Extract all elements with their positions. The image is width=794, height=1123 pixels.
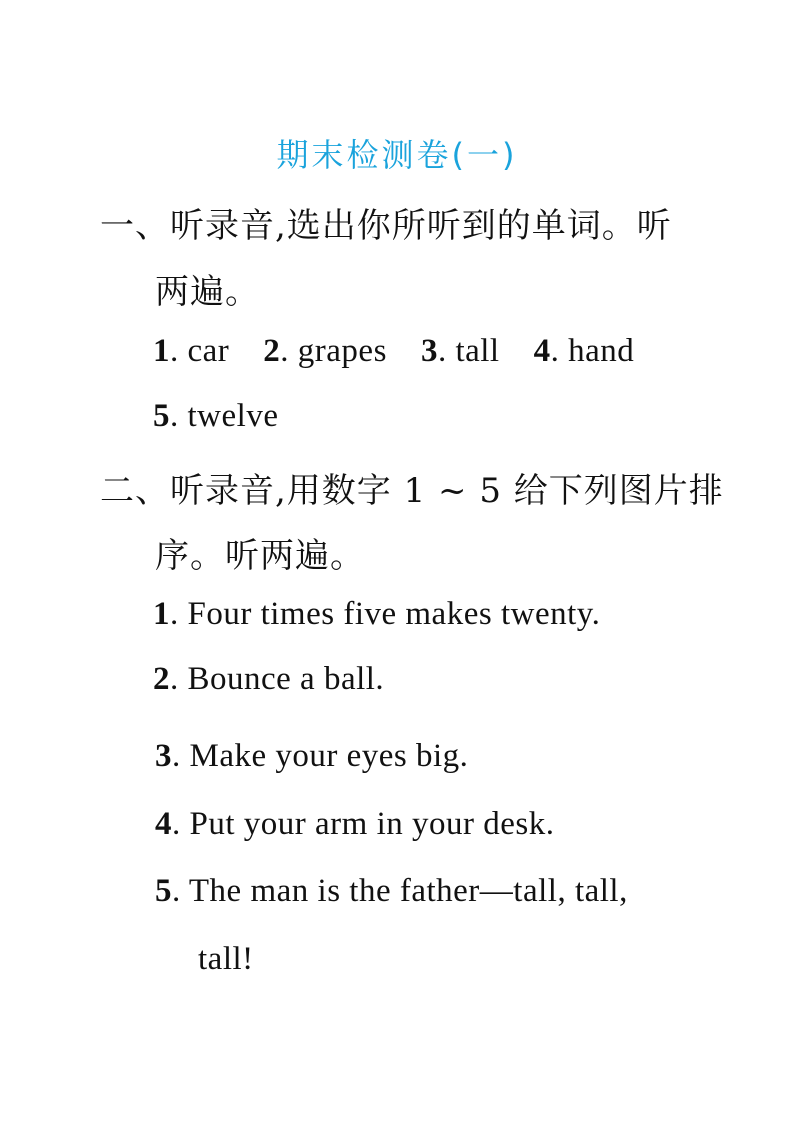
section2-heading-continued: 序。听两遍。 <box>155 536 365 576</box>
list-item: 3. tall <box>420 333 500 369</box>
list-item: 4. Put your arm in your desk. <box>155 806 555 842</box>
list-item: 1. car <box>153 333 230 369</box>
section1-heading-continued: 两遍。 <box>155 272 260 312</box>
list-item: 2. grapes <box>263 333 387 369</box>
list-item: 3. Make your eyes big. <box>155 738 469 774</box>
list-item: 5. The man is the father—tall, tall, <box>155 873 628 909</box>
list-item-continued: tall! <box>198 941 254 977</box>
section2-heading: 二、听录音,用数字 1 ~ 5 给下列图片排 <box>100 471 724 511</box>
section1-heading: 一、听录音,选出你所听到的单词。听 <box>100 206 672 246</box>
list-item: 2. Bounce a ball. <box>153 661 385 697</box>
list-item: 1. Four times five makes twenty. <box>153 596 601 632</box>
list-item: 4. hand <box>533 333 635 369</box>
section1-items-row <box>153 333 634 370</box>
list-item: 5. twelve <box>153 398 279 434</box>
page-title: 期末检测卷(一) <box>276 136 518 174</box>
